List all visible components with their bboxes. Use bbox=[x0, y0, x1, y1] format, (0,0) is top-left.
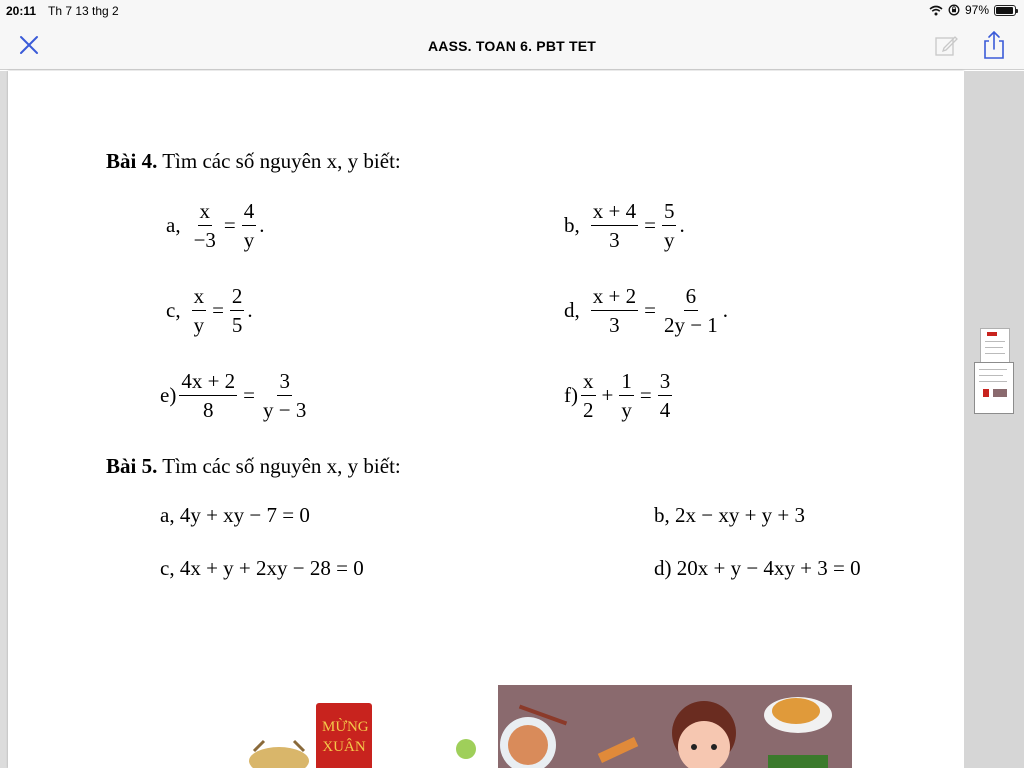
bai5-heading bbox=[106, 454, 401, 479]
equals-sign: = bbox=[212, 298, 224, 322]
item-label: d, bbox=[564, 298, 580, 322]
numerator: 2 bbox=[230, 284, 245, 311]
item-label: f) bbox=[564, 383, 578, 407]
bai4-item-f bbox=[564, 369, 675, 422]
bai5-item-c bbox=[160, 556, 364, 581]
document-page bbox=[8, 71, 964, 768]
fraction bbox=[230, 284, 245, 337]
thumbnail-mark bbox=[983, 389, 989, 397]
numerator: x + 2 bbox=[591, 284, 638, 311]
banner-text: MỪNG XUÂN bbox=[322, 719, 369, 755]
food-illustration-graphic bbox=[498, 685, 852, 768]
fraction bbox=[261, 369, 308, 422]
bai4-item-a bbox=[166, 199, 265, 252]
orientation-lock-icon bbox=[948, 4, 960, 16]
period: . bbox=[259, 213, 265, 237]
bai4-label: Bài 4. bbox=[106, 149, 158, 173]
thumbnail-line bbox=[979, 369, 1007, 370]
numerator: 4 bbox=[242, 199, 257, 226]
status-time: 20:11 bbox=[6, 4, 37, 18]
status-indicators bbox=[929, 3, 1016, 17]
tet-banner-illustration bbox=[316, 703, 372, 768]
fraction bbox=[662, 284, 720, 337]
numerator: 4x + 2 bbox=[179, 369, 237, 396]
expression: 2x − xy + y + 3 bbox=[675, 503, 806, 527]
fraction bbox=[242, 199, 257, 252]
status-date: Th 7 13 thg 2 bbox=[48, 4, 119, 18]
fraction bbox=[192, 284, 207, 337]
expression: 20x + y − 4xy + 3 = 0 bbox=[676, 556, 861, 580]
document-viewer[interactable] bbox=[0, 71, 1024, 768]
bai5-label: Bài 5. bbox=[106, 454, 158, 478]
numerator: x + 4 bbox=[591, 199, 638, 226]
equals-sign: = bbox=[644, 298, 656, 322]
numerator: 6 bbox=[684, 284, 699, 311]
fraction bbox=[662, 199, 677, 252]
battery-level bbox=[996, 7, 1013, 14]
page-thumbnail-1[interactable] bbox=[980, 328, 1010, 364]
fraction bbox=[619, 369, 634, 422]
thumbnail-line bbox=[979, 375, 1003, 376]
item-label: e) bbox=[160, 383, 177, 407]
page-thumbnail-2[interactable] bbox=[974, 362, 1014, 414]
equals-sign: = bbox=[243, 383, 256, 407]
bai4-item-b bbox=[564, 199, 685, 252]
fraction bbox=[658, 369, 673, 422]
bai5-text: Tìm các số nguyên x, y biết: bbox=[162, 454, 401, 478]
battery-icon bbox=[994, 5, 1016, 16]
denominator: y − 3 bbox=[263, 398, 307, 422]
numerator: 1 bbox=[619, 369, 634, 396]
bai4-item-d bbox=[564, 284, 728, 337]
numerator: x bbox=[581, 369, 596, 396]
bai4-text: Tìm các số nguyên x, y biết: bbox=[162, 149, 401, 173]
status-bar bbox=[0, 0, 1024, 22]
bai4-heading bbox=[106, 149, 401, 174]
thumbnail-mark bbox=[987, 332, 997, 336]
plus-sign: + bbox=[601, 383, 614, 407]
nav-bar bbox=[0, 22, 1024, 70]
denominator: y bbox=[663, 228, 675, 252]
denominator: 3 bbox=[609, 313, 620, 337]
thumbnail-line bbox=[985, 341, 1005, 342]
thumbnail-line bbox=[979, 381, 1007, 382]
bai4-item-c bbox=[166, 284, 253, 337]
page-thumbnail-strip[interactable] bbox=[964, 71, 1024, 768]
share-icon[interactable] bbox=[982, 30, 1006, 60]
lime-icon bbox=[454, 737, 478, 761]
item-label: c, bbox=[166, 298, 181, 322]
tet-food-illustration bbox=[498, 685, 852, 768]
bai4-item-e bbox=[160, 369, 311, 422]
denominator: y bbox=[243, 228, 255, 252]
document-title: AASS. TOAN 6. PBT TET bbox=[427, 38, 597, 54]
equals-sign: = bbox=[644, 213, 656, 237]
denominator: 2 bbox=[583, 398, 594, 422]
item-label: b, bbox=[564, 213, 580, 237]
bai5-item-a bbox=[160, 503, 310, 528]
battery-percent: 97% bbox=[964, 3, 989, 17]
denominator: 3 bbox=[609, 228, 620, 252]
thumbnail-mark bbox=[993, 389, 1007, 397]
numerator: x bbox=[192, 284, 207, 311]
denominator: 8 bbox=[203, 398, 214, 422]
fraction bbox=[581, 369, 596, 422]
thumbnail-line bbox=[985, 347, 1003, 348]
thumbnail-line bbox=[985, 353, 1005, 354]
expression: 4y + xy − 7 = 0 bbox=[179, 503, 310, 527]
fraction bbox=[591, 199, 638, 252]
denominator: 4 bbox=[659, 398, 671, 422]
item-label: a, bbox=[166, 213, 181, 237]
bai5-item-b bbox=[654, 503, 805, 528]
denominator: 5 bbox=[231, 313, 243, 337]
denominator: y bbox=[193, 313, 205, 337]
denominator: −3 bbox=[193, 228, 216, 252]
numerator: x bbox=[198, 199, 213, 226]
edit-icon bbox=[934, 32, 960, 58]
item-label: a, bbox=[160, 503, 175, 527]
equals-sign: = bbox=[639, 383, 652, 407]
item-label: d) bbox=[654, 556, 672, 580]
denominator: 2y − 1 bbox=[663, 313, 718, 337]
item-label: b, bbox=[654, 503, 670, 527]
period: . bbox=[722, 298, 729, 322]
period: . bbox=[679, 213, 685, 237]
bai5-item-d bbox=[654, 556, 861, 581]
fraction bbox=[179, 369, 237, 422]
denominator: y bbox=[621, 398, 632, 422]
numerator: 3 bbox=[277, 369, 292, 396]
numerator: 5 bbox=[662, 199, 677, 226]
item-label: c, bbox=[160, 556, 175, 580]
decoration-icon bbox=[244, 739, 314, 768]
wifi-icon bbox=[929, 5, 943, 16]
equals-sign: = bbox=[223, 213, 236, 237]
period: . bbox=[247, 298, 253, 322]
fraction bbox=[591, 284, 638, 337]
numerator: 3 bbox=[658, 369, 673, 396]
expression: 4x + y + 2xy − 28 = 0 bbox=[179, 556, 364, 580]
fraction bbox=[192, 199, 218, 252]
